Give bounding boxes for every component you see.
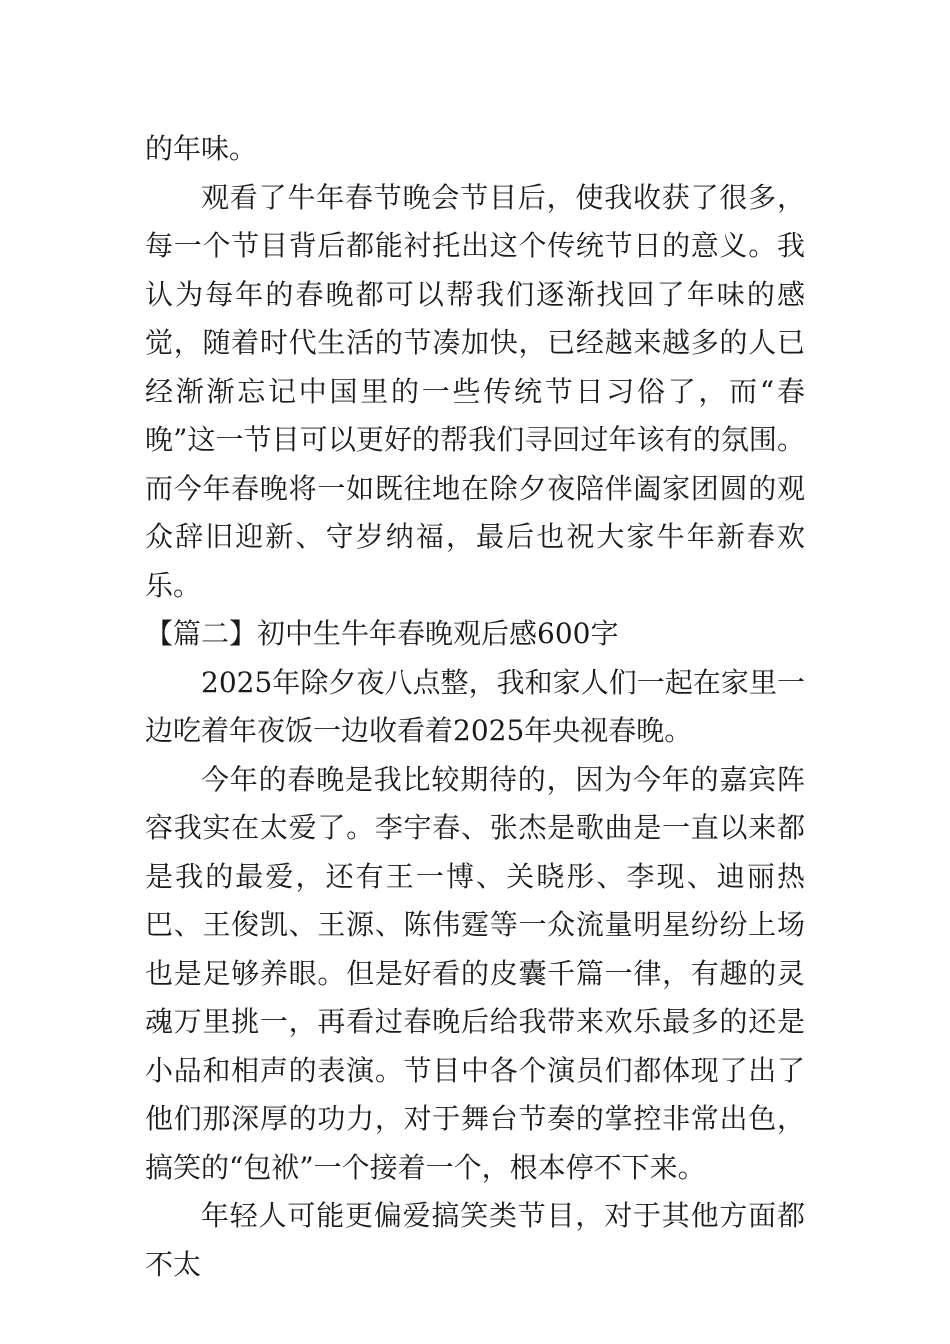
document-page <box>145 125 805 1289</box>
paragraph-new-year-eve: 2025年除夕夜八点整，我和家人们一起在家里一边吃着年夜饭一边收看着2025年央视春晚。 <box>145 665 805 747</box>
paragraph-young-people: 年轻人可能更偏爱搞笑类节目，对于其他方面都不太 <box>145 1199 805 1281</box>
paragraph-reflection: 观看了牛年春节晚会节目后，使我收获了很多，每一个节目背后都能衬托出这个传统节日的意义。我认为每年的春晚都可以帮我们逐渐找回了年味的感觉，随着时代生活的节凑加快，已经越来越多的人已经渐渐忘记中国里的一些传统节日习俗了，而“春晚”这一节目可以更好的帮我们寻回过年该有的氛围。而今年春晚将一如既往地在除夕夜陪伴阖家团圆的观众辞旧迎新、守岁纳福，最后也祝大家牛年新春欢乐。 <box>145 180 805 602</box>
paragraph-continuation: 的年味。 <box>145 132 258 165</box>
section-heading: 【篇二】初中生牛年春晚观后感600字 <box>145 617 619 650</box>
paragraph-guests: 今年的春晚是我比较期待的，因为今年的嘉宾阵容我实在太爱了。李宇春、张杰是歌曲是一直以来都是我的最爱，还有王一博、关晓彤、李现、迪丽热巴、王俊凯、王源、陈伟霆等一众流量明星纷纷上场也是足够养眼。但是好看的皮囊千篇一律，有趣的灵魂万里挑一，再看过春晚后给我带来欢乐最多的还是小品和相声的表演。节目中各个演员们都体现了出了他们那深厚的功力，对于舞台节奏的掌控非常出色，搞笑的“包袱”一个接着一个，根本停不下来。 <box>145 762 805 1184</box>
